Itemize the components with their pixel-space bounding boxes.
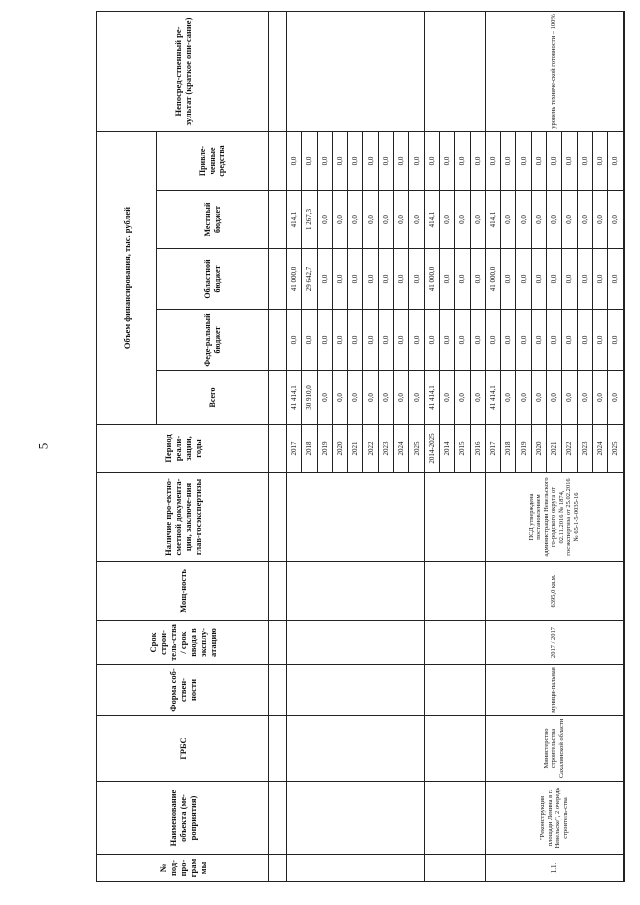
header-number-cell [269,621,287,665]
regional-cell: 29 642,7 [302,249,317,310]
table-row [287,12,302,882]
attracted-cell: 0,0 [424,132,439,191]
table-row [424,12,439,882]
col-header-period: Период реали-зации, годы [97,425,269,473]
local-cell: 0,0 [562,191,577,249]
local-cell: 414,1 [424,191,439,249]
project-ownership: муници-пальная [485,665,623,716]
attracted-cell: 0,0 [302,132,317,191]
total-cell: 0,0 [531,371,546,425]
federal-cell: 0,0 [317,310,332,371]
project-number: 1.1. [485,855,623,882]
table-bottom-filler [623,12,624,882]
federal-cell: 0,0 [608,310,623,371]
regional-cell: 0,0 [531,249,546,310]
attracted-cell: 0,0 [562,132,577,191]
col-header-regional: Областной бюджет [157,249,269,310]
attracted-cell: 0,0 [394,132,409,191]
block-b-name-cell [424,782,485,855]
local-cell: 0,0 [363,191,378,249]
total-cell: 41 414,1 [287,371,302,425]
total-cell: 30 910,0 [302,371,317,425]
filler-cell [623,665,624,716]
attracted-cell: 0,0 [470,132,485,191]
total-cell: 0,0 [348,371,363,425]
local-cell: 0,0 [531,191,546,249]
total-cell: 0,0 [592,371,607,425]
year-cell: 2020 [332,425,347,473]
year-cell: 2025 [409,425,424,473]
header-number-cell [269,473,287,562]
local-cell: 0,0 [439,191,454,249]
year-cell: 2018 [501,425,516,473]
regional-cell: 0,0 [562,249,577,310]
col-header-attracted: Привле-ченные средства [157,132,269,191]
local-cell: 0,0 [348,191,363,249]
col-header-local: Местный бюджет [157,191,269,249]
year-cell: 2024 [592,425,607,473]
regional-cell: 41 000,0 [424,249,439,310]
attracted-cell: 0,0 [531,132,546,191]
block-a-num-cell [287,855,425,882]
local-cell: 414,1 [485,191,500,249]
filler-cell [623,191,624,249]
block-a-name-cell [287,782,425,855]
header-number-cell [269,425,287,473]
local-cell: 0,0 [409,191,424,249]
year-cell: 2015 [455,425,470,473]
total-cell: 41 414,1 [424,371,439,425]
federal-cell: 0,0 [363,310,378,371]
col-header-total: Всего [157,371,269,425]
header-number-cell [269,249,287,310]
federal-cell: 0,0 [577,310,592,371]
total-cell: 0,0 [363,371,378,425]
federal-cell: 0,0 [455,310,470,371]
local-cell: 0,0 [516,191,531,249]
federal-cell: 0,0 [516,310,531,371]
federal-cell: 0,0 [501,310,516,371]
year-cell: 2017 [485,425,500,473]
regional-cell: 41 000,0 [287,249,302,310]
attracted-cell: 0,0 [455,132,470,191]
project-construction-period: 2017 / 2017 [485,621,623,665]
header-number-cell [269,310,287,371]
regional-cell: 0,0 [516,249,531,310]
federal-cell: 0,0 [439,310,454,371]
federal-cell: 0,0 [562,310,577,371]
attracted-cell: 0,0 [577,132,592,191]
total-cell: 0,0 [608,371,623,425]
filler-cell [623,132,624,191]
header-number-cell [269,371,287,425]
col-header-result: Непосред-ственный ре-зультат (краткое опи-сание) [97,12,269,132]
year-cell: 2020 [531,425,546,473]
block-b-docs-cell [424,473,485,562]
block-a-ownership-cell [287,665,425,716]
project-result: уровень техниче-ской готовности – 100% [485,12,623,132]
filler-cell [623,562,624,621]
col-header-grbs: ГРБС [97,716,269,782]
header-number-cell [269,855,287,882]
block-b-ownership-cell [424,665,485,716]
local-cell: 0,0 [547,191,562,249]
federal-cell: 0,0 [409,310,424,371]
filler-cell [623,621,624,665]
header-number-cell [269,132,287,191]
year-cell: 2014-2025 [424,425,439,473]
federal-cell: 0,0 [485,310,500,371]
year-cell: 2018 [302,425,317,473]
col-header-capacity: Мощ-ность [97,562,269,621]
regional-cell: 0,0 [394,249,409,310]
header-row-1 [97,12,157,882]
total-cell: 0,0 [455,371,470,425]
header-number-cell [269,665,287,716]
year-cell: 2016 [470,425,485,473]
header-number-cell [269,716,287,782]
local-cell: 0,0 [577,191,592,249]
filler-cell [623,425,624,473]
year-cell: 2021 [348,425,363,473]
filler-cell [623,716,624,782]
federal-cell: 0,0 [287,310,302,371]
attracted-cell: 0,0 [348,132,363,191]
header-number-cell [269,782,287,855]
local-cell: 0,0 [332,191,347,249]
local-cell: 0,0 [317,191,332,249]
total-cell: 0,0 [409,371,424,425]
header-number-row [269,12,287,882]
regional-cell: 0,0 [577,249,592,310]
total-cell: 0,0 [470,371,485,425]
attracted-cell: 0,0 [378,132,393,191]
attracted-cell: 0,0 [332,132,347,191]
total-cell: 0,0 [332,371,347,425]
year-cell: 2023 [378,425,393,473]
attracted-cell: 0,0 [409,132,424,191]
total-cell: 0,0 [562,371,577,425]
total-cell: 0,0 [501,371,516,425]
total-cell: 0,0 [547,371,562,425]
attracted-cell: 0,0 [363,132,378,191]
block-a-grbs-cell [287,716,425,782]
attracted-cell: 0,0 [592,132,607,191]
total-cell: 0,0 [516,371,531,425]
federal-cell: 0,0 [531,310,546,371]
federal-cell: 0,0 [302,310,317,371]
block-b-num-cell [424,855,485,882]
block-a-capacity-cell [287,562,425,621]
year-cell: 2022 [363,425,378,473]
block-a-docs-cell [287,473,425,562]
table-row [485,12,500,882]
regional-cell: 0,0 [501,249,516,310]
year-cell: 2025 [608,425,623,473]
year-cell: 2022 [562,425,577,473]
local-cell: 0,0 [592,191,607,249]
federal-cell: 0,0 [332,310,347,371]
total-cell: 0,0 [439,371,454,425]
regional-cell: 0,0 [332,249,347,310]
col-header-num: № под-про-грам мы [97,855,269,882]
total-cell: 0,0 [577,371,592,425]
local-cell: 0,0 [470,191,485,249]
project-grbs: Министерство строительства Сахалинской области [485,716,623,782]
attracted-cell: 0,0 [485,132,500,191]
filler-cell [623,249,624,310]
attracted-cell: 0,0 [547,132,562,191]
regional-cell: 0,0 [409,249,424,310]
block-b-result-cell [424,12,485,132]
attracted-cell: 0,0 [608,132,623,191]
regional-cell: 0,0 [455,249,470,310]
attracted-cell: 0,0 [516,132,531,191]
federal-cell: 0,0 [547,310,562,371]
filler-cell [623,371,624,425]
year-cell: 2023 [577,425,592,473]
block-a-result-cell [287,12,425,132]
total-cell: 0,0 [317,371,332,425]
block-b-grbs-cell [424,716,485,782]
project-docs: ПСД утверждена постановлением администрации Невельского го-родского округа от 02.11.2016 № 1874, госэкспертиза от 25.02.2016 № 65-1-5-0035-16 [485,473,623,562]
col-header-docs: Наличие про-ектно-сметной документа-ции, заключе-ния глав-госэкспертизы [97,473,269,562]
regional-cell: 0,0 [363,249,378,310]
local-cell: 1 267,3 [302,191,317,249]
col-header-name: Наименование объекта (ме-роприятия) [97,782,269,855]
filler-cell [623,473,624,562]
col-header-construction-period: Срок строи-тель-ства / срок ввода в эксплу-атацию [97,621,269,665]
local-cell: 0,0 [394,191,409,249]
col-header-federal: Феде-ральный бюджет [157,310,269,371]
year-cell: 2021 [547,425,562,473]
year-cell: 2024 [394,425,409,473]
regional-cell: 0,0 [439,249,454,310]
regional-cell: 0,0 [470,249,485,310]
financing-table [96,11,625,882]
project-capacity: 6395,0 кв.м. [485,562,623,621]
regional-cell: 0,0 [378,249,393,310]
federal-cell: 0,0 [470,310,485,371]
local-cell: 0,0 [608,191,623,249]
attracted-cell: 0,0 [317,132,332,191]
block-b-capacity-cell [424,562,485,621]
local-cell: 0,0 [501,191,516,249]
regional-cell: 0,0 [547,249,562,310]
page-number: 5 [35,442,51,450]
year-cell: 2019 [516,425,531,473]
attracted-cell: 0,0 [439,132,454,191]
year-cell: 2019 [317,425,332,473]
federal-cell: 0,0 [424,310,439,371]
rotated-page-content [96,12,620,882]
local-cell: 414,1 [287,191,302,249]
header-number-cell [269,12,287,132]
header-number-cell [269,562,287,621]
total-cell: 0,0 [378,371,393,425]
total-cell: 41 414,1 [485,371,500,425]
attracted-cell: 0,0 [287,132,302,191]
filler-cell [623,855,624,882]
block-a-period-cell [287,621,425,665]
filler-cell [623,782,624,855]
total-cell: 0,0 [394,371,409,425]
local-cell: 0,0 [378,191,393,249]
federal-cell: 0,0 [394,310,409,371]
regional-cell: 0,0 [317,249,332,310]
regional-cell: 41 000,0 [485,249,500,310]
year-cell: 2017 [287,425,302,473]
federal-cell: 0,0 [592,310,607,371]
year-cell: 2014 [439,425,454,473]
local-cell: 0,0 [455,191,470,249]
project-name: "Реконструкция площади Ленина в г. Невельске", 2 очередь строитель-ства [485,782,623,855]
attracted-cell: 0,0 [501,132,516,191]
regional-cell: 0,0 [348,249,363,310]
regional-cell: 0,0 [592,249,607,310]
federal-cell: 0,0 [378,310,393,371]
filler-cell [623,12,624,132]
federal-cell: 0,0 [348,310,363,371]
col-header-ownership: Форма соб-ствен-ности [97,665,269,716]
block-b-period-cell [424,621,485,665]
regional-cell: 0,0 [608,249,623,310]
header-number-cell [269,191,287,249]
col-header-funding: Объем финансирования, тыс. рублей [97,132,157,425]
filler-cell [623,310,624,371]
